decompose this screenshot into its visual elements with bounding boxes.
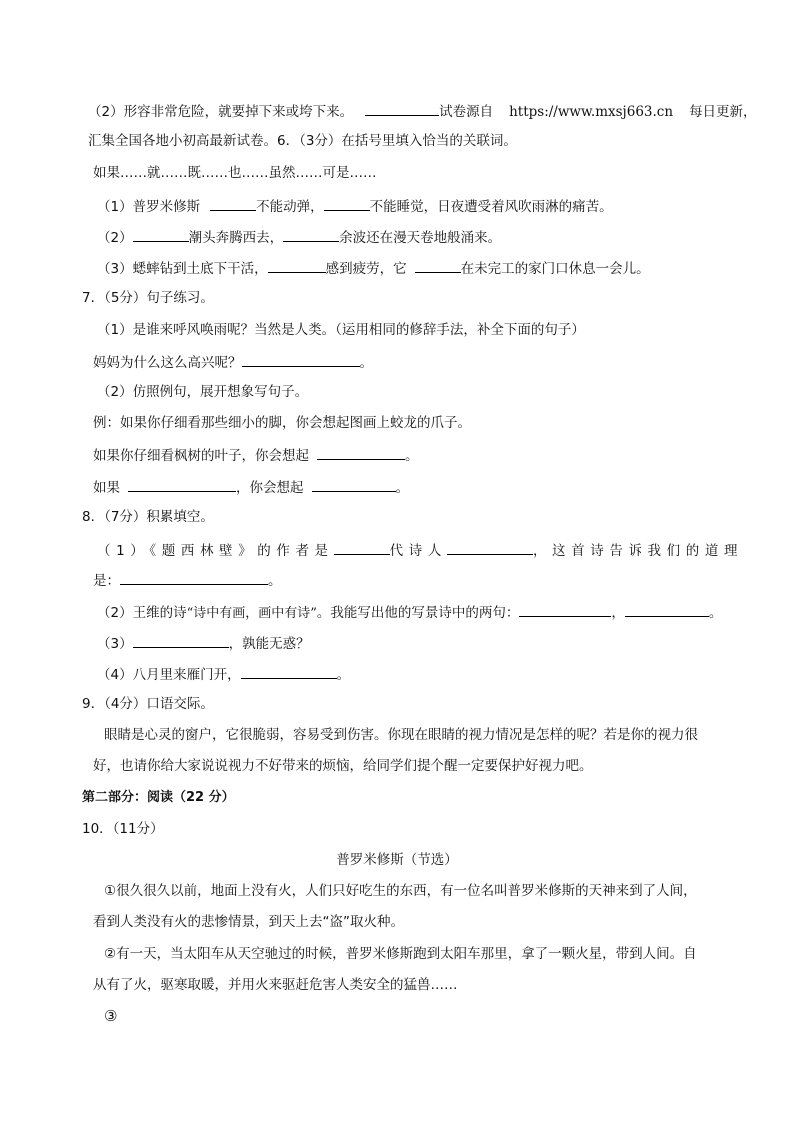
q6-heading-line: 汇集全国各地小初高最新试卷。6．（3分）在括号里填入恰当的关联词。 bbox=[88, 133, 517, 149]
q6-s3-blank-2[interactable] bbox=[415, 258, 461, 273]
q8-item1-blank-2[interactable] bbox=[447, 540, 533, 555]
q7-part1-end: 。 bbox=[359, 355, 373, 371]
passage-p2-line1: ②有一天，当太阳车从天空驰过的时候，普罗米修斯跑到太阳车那里，拿了一颗火星，带到人间。自 bbox=[104, 946, 697, 962]
q6-s1-text-b: 不能动弹， bbox=[256, 199, 324, 215]
q7-line2-text-b: ，你会想起 bbox=[236, 480, 304, 496]
q6-s1-blank-2[interactable] bbox=[324, 196, 370, 211]
q8-item4 bbox=[97, 664, 350, 684]
q7-part1-blank[interactable] bbox=[242, 352, 360, 367]
q8-item3-text-b: ，孰能无惑？ bbox=[228, 636, 310, 652]
q8-item1-line1 bbox=[97, 540, 743, 560]
q8-item1-text-c: ，这首诗告诉我们的道理 bbox=[532, 543, 744, 559]
q8-item3-text-a: （3） bbox=[97, 636, 133, 652]
q6-item2-text: （2）形容非常危险，就要掉下来或垮下来。 bbox=[88, 104, 354, 120]
q10-heading: 10．（11分） bbox=[82, 821, 164, 837]
q7-line-1 bbox=[93, 445, 419, 465]
q6-options: 如果……就……既……也……虽然……可是…… bbox=[93, 165, 377, 181]
passage-p3: ③ bbox=[104, 1007, 118, 1025]
source-prefix: 试卷源自 bbox=[439, 104, 494, 120]
q6-sentence-1 bbox=[97, 196, 613, 216]
passage-title: 普罗米修斯（节选） bbox=[336, 852, 458, 868]
q6-sentence-3 bbox=[97, 258, 650, 278]
q6-s2-text-b: 潮头奔腾西去， bbox=[188, 230, 284, 246]
q9-heading: 9．（4分）口语交际。 bbox=[82, 696, 214, 712]
q8-item1-line2 bbox=[93, 570, 282, 590]
passage-p1-line2: 看到人类没有火的悲惨情景，到天上去“盗”取火种。 bbox=[93, 914, 404, 930]
q7-heading: 7．（5分）句子练习。 bbox=[82, 290, 214, 306]
q8-item4-end: 。 bbox=[336, 667, 351, 683]
q7-part2: （2）仿照例句，展开想象写句子。 bbox=[97, 384, 309, 400]
q6-s2-text-a: （2） bbox=[97, 230, 133, 246]
q8-item4-text-a: （4）八月里来雁门开， bbox=[97, 667, 241, 683]
q8-item2-text-a: （2）王维的诗 bbox=[97, 605, 187, 621]
q7-example: 例：如果你仔细看那些细小的脚，你会想起图画上蛟龙的爪子。 bbox=[93, 415, 471, 431]
passage-p1-line1: ①很久很久以前，地面上没有火，人们只好吃生的东西，有一位名叫普罗米修斯的天神来到了人间， bbox=[104, 883, 697, 899]
q8-item1-text-a: （1）《题西林壁》的作者是 bbox=[97, 543, 334, 559]
q6-s3-text-b: 感到疲劳，它 bbox=[325, 261, 407, 277]
q8-item2-text-b: 。我能写出他的写景诗中的两句： bbox=[316, 605, 520, 621]
q6-sentence-2 bbox=[97, 227, 501, 247]
q8-item2-end: 。 bbox=[708, 605, 723, 621]
q6-s3-text-a: （3）蟋蟀钻到土底下干活， bbox=[97, 261, 268, 277]
q7-line-2 bbox=[93, 477, 409, 497]
q8-heading: 8．（7分）积累填空。 bbox=[82, 509, 214, 525]
q8-item3 bbox=[97, 633, 310, 653]
q8-item1-blank-1[interactable] bbox=[334, 540, 390, 555]
q8-item2-blank-1[interactable] bbox=[519, 602, 611, 617]
q8-item4-blank[interactable] bbox=[241, 664, 337, 679]
q9-paragraph-line2: 好，也请你给大家说说视力不好带来的烦恼，给同学们提个醒一定要保护好视力吧。 bbox=[93, 758, 593, 774]
q6-s3-blank-1[interactable] bbox=[268, 258, 326, 273]
part2-heading: 第二部分：阅读（22 分） bbox=[82, 790, 235, 805]
q8-item1-text-d: 是： bbox=[93, 573, 120, 589]
q8-item1-end: 。 bbox=[268, 573, 282, 589]
q7-line2-end: 。 bbox=[395, 480, 409, 496]
source-suffix: 每日更新， bbox=[689, 104, 757, 120]
q6-item2-line bbox=[88, 101, 757, 121]
q7-line1-blank[interactable] bbox=[317, 445, 405, 460]
passage-p2-line2: 从有了火，驱寒取暖，并用火来驱赶危害人类安全的猛兽…… bbox=[93, 977, 458, 993]
q6-s3-text-c: 在未完工的家门口休息一会儿。 bbox=[460, 261, 650, 277]
q8-item2 bbox=[97, 602, 722, 623]
q8-item2-blank-2[interactable] bbox=[625, 602, 709, 617]
q9-paragraph-line1: 眼睛是心灵的窗户，它很脆弱，容易受到伤害。你现在眼睛的视力情况是怎样的呢？若是你的视力很 bbox=[104, 727, 698, 743]
q7-line2-blank-1[interactable] bbox=[128, 477, 236, 492]
q7-part1-prompt: 妈妈为什么这么高兴呢？ bbox=[93, 355, 242, 371]
q7-part1: （1）是谁来呼风唤雨呢？当然是人类。（运用相同的修辞手法，补全下面的句子） bbox=[97, 322, 585, 338]
q8-item3-blank[interactable] bbox=[133, 633, 229, 648]
q6-s2-blank-1[interactable] bbox=[133, 227, 189, 242]
source-url[interactable]: https://www.mxsj663.cn bbox=[509, 104, 674, 120]
q6-s2-text-c: 余波还在漫天卷地般涌来。 bbox=[339, 230, 502, 246]
q8-item1-text-b: 代诗人 bbox=[389, 543, 447, 559]
q7-part1-answer-line bbox=[93, 352, 373, 372]
q6-s1-text-a: （1）普罗米修斯 bbox=[97, 199, 201, 215]
q6-s2-blank-2[interactable] bbox=[283, 227, 339, 242]
q6-s1-text-c: 不能睡觉，日夜遭受着风吹雨淋的痛苦。 bbox=[369, 199, 613, 215]
q7-line2-text-a: 如果 bbox=[93, 480, 120, 496]
q8-item1-blank-3[interactable] bbox=[120, 570, 268, 585]
q8-item2-comma: ， bbox=[611, 605, 625, 621]
q6-s1-blank-1[interactable] bbox=[210, 196, 256, 211]
q8-item2-quote: “诗中有画，画中有诗” bbox=[186, 606, 317, 621]
q7-line1-text: 如果你仔细看枫树的叶子，你会想起 bbox=[93, 448, 309, 464]
q7-line1-end: 。 bbox=[405, 448, 419, 464]
q6-item2-blank[interactable] bbox=[365, 101, 439, 116]
q7-line2-blank-2[interactable] bbox=[312, 477, 396, 492]
